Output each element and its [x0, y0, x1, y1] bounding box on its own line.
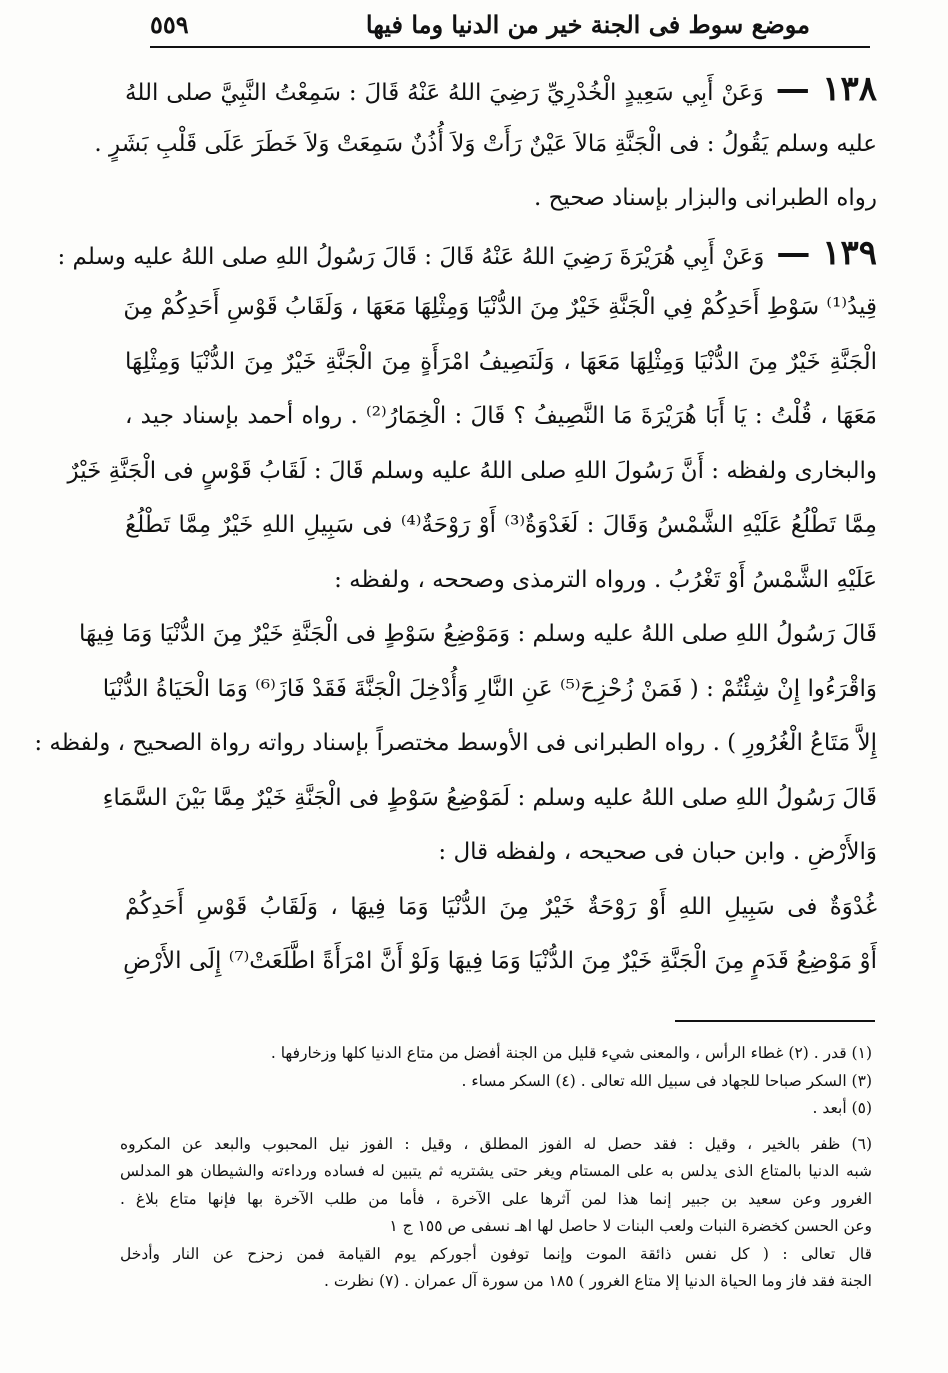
text-line: أَوْ مَوْضِعُ قَدَمٍ مِنَ الْجَنَّةِ خَيْرٌ مِنَ الدُّنْيَا وَمَا فِيهَا وَلَوْ أَنَّ امْرَأَةً اطَّلَعَتْ⁽⁷⁾ إِلَى الأَرْضِ — [123, 948, 877, 974]
text-line: قِيدُ⁽¹⁾ سَوْطِ أَحَدِكُمْ فِي الْجَنَّةِ خَيْرٌ مِنَ الدُّنْيَا وَمِثْلِهَا مَعَهَا ، وَلَقَابُ قَوْسِ أَحَدِكُمْ مِنَ — [123, 294, 877, 320]
text-line: عَلَيْهِ الشَّمْسُ أَوْ تَغْرُبُ . ورواه الترمذى وصححه ، ولفظه : — [334, 566, 877, 593]
chapter-title: موضع سوط فى الجنة خير من الدنيا وما فيها — [365, 10, 810, 39]
footnote-rule — [675, 1020, 875, 1022]
text-line: غُدْوَةٌ فى سَبِيلِ اللهِ أَوْ رَوْحَةٌ خَيْرٌ مِنَ الدُّنْيَا وَمَا فِيهَا ، وَلَقَابُ قَوْسِ أَحَدِكُمْ — [125, 893, 877, 920]
hadith-number: ١٣٩ — — [776, 232, 877, 273]
hadith-number: ١٣٨ — — [775, 69, 877, 109]
text-line: وَاقْرَءُوا إِنْ شِئْتُمْ : ( فَمَنْ زُحْزِحَ⁽⁵⁾ عَنِ النَّارِ وَأُدْخِلَ الْجَنَّةَ فَقَدْ فَازَ⁽⁶⁾ وَمَا الْحَيَاةُ الدُّنْيَا — [102, 675, 877, 702]
text-line: مِمَّا تَطْلُعُ عَلَيْهِ الشَّمْسُ وَقَالَ : لَغَدْوَةٌ⁽³⁾ أَوْ رَوْحَةٌ⁽⁴⁾ فى سَبِيلِ اللهِ خَيْرٌ مِمَّا تَطْلُعُ — [125, 512, 877, 538]
footnote-line: (٦) ظفر بالخير ، وقيل : فقد حصل له الفوز المطلق ، وقيل : الفوز نيل المحبوب والبعد عن المكروه — [120, 1134, 872, 1153]
footnote-line: (٣) السكر صباحا للجهاد فى سبيل الله تعالى . (٤) السكر مساء . — [461, 1071, 872, 1090]
footnote-line: (٥) أبعد . — [812, 1099, 872, 1117]
text-line: عليه وسلم يَقُولُ : فى الْجَنَّةِ مَالاَ عَيْنٌ رَأَتْ وَلاَ أُذُنٌ سَمِعَتْ وَلاَ خَطَرَ عَلَى قَلْبِ بَشَرٍ . — [94, 130, 877, 157]
text-line: ١٣٩ —وَعَنْ أَبِي هُرَيْرَةَ رَضِيَ اللهُ عَنْهُ قَالَ : قَالَ رَسُولُ اللهِ صلى اللهُ عليه وسلم : — [57, 232, 877, 273]
text-line: ١٣٨ —وَعَنْ أَبِي سَعِيدٍ الْخُدْرِيِّ رَضِيَ اللهُ عَنْهُ قَالَ : سَمِعْتُ النَّبِيَّ صلى اللهُ — [125, 69, 877, 109]
running-header — [150, 6, 870, 44]
footnote-line: (١) قدر . (٢) غطاء الرأس ، والمعنى شيء قليل من الجنة أفضل من متاع الدنيا كلها وزخارفها . — [270, 1044, 872, 1062]
footnote-line: الجنة فقد فاز وما الحياة الدنيا إلا متاع الغرور ) ١٨٥ من سورة آل عمران . (٧) نظرت . — [323, 1272, 872, 1290]
header-rule — [150, 46, 870, 48]
text-line: الْجَنَّةِ خَيْرٌ مِنَ الدُّنْيَا وَمِثْلِهَا مَعَهَا ، وَلَنَصِيفُ امْرَأَةٍ مِنَ الْجَنَّةِ خَيْرٌ مِنَ الدُّنْيَا وَمِثْلِهَا — [125, 348, 877, 375]
text-line: وَالأَرْضِ . وابن حبان فى صحيحه ، ولفظه قال : — [438, 839, 877, 865]
text-line: والبخارى ولفظه : أَنَّ رَسُولَ اللهِ صلى اللهُ عليه وسلم قَالَ : لَقَابُ قَوْسٍ فى الْجَنَّةِ خَيْرٌ — [67, 457, 877, 484]
footnote-line: الغرور وعن سعيد بن جبير إنما هذا لمن آثرها على الآخرة ، فأما من طلب الآخرة بها فإنها متاع بلاغ . — [120, 1189, 872, 1208]
footnote-line: قال تعالى : ( كل نفس ذائقة الموت وإنما توفون أجوركم يوم القيامة فمن زحزح عن النار وأدخل — [120, 1244, 872, 1263]
text-line: إِلاَّ مَتَاعُ الْغُرُورِ ) . رواه الطبرانى فى الأوسط مختصراً بإسناد رواته رواة الصحيح ، ولفظه : — [34, 730, 877, 756]
page-number: ٥٥٩ — [150, 10, 189, 39]
footnote-line: شبه الدنيا بالمتاع الذى يدلس به على المستام ويغر حتى يشتريه ثم يتبين له فساده ورداءته والشيطان هو المدلس — [120, 1162, 872, 1180]
text-line: رواه الطبرانى والبزار بإسناد صحيح . — [533, 185, 877, 211]
footnotes — [120, 1040, 872, 1296]
text-line: قَالَ رَسُولُ اللهِ صلى اللهُ عليه وسلم : لَمَوْضِعُ سَوْطٍ فى الْجَنَّةِ خَيْرٌ مِمَّا بَيْنَ السَّمَاءِ — [102, 784, 877, 811]
hadith-text — [34, 62, 877, 989]
text-line: قَالَ رَسُولُ اللهِ صلى اللهُ عليه وسلم : وَمَوْضِعُ سَوْطٍ فى الْجَنَّةِ خَيْرٌ مِنَ الدُّنْيَا وَمَا فِيهَا — [79, 621, 877, 647]
text-line: مَعَهَا ، قُلْتُ : يَا أَبَا هُرَيْرَةَ مَا النَّصِيفُ ؟ قَالَ : الْخِمَارُ⁽²⁾ . رواه أحمد بإسناد جيد ، — [125, 403, 877, 429]
footnote-line: وعن الحسن كخضرة النبات ولعب البنات لا حاصل لها اهـ نسفى ص ١٥٥ ج ١ — [389, 1217, 872, 1235]
